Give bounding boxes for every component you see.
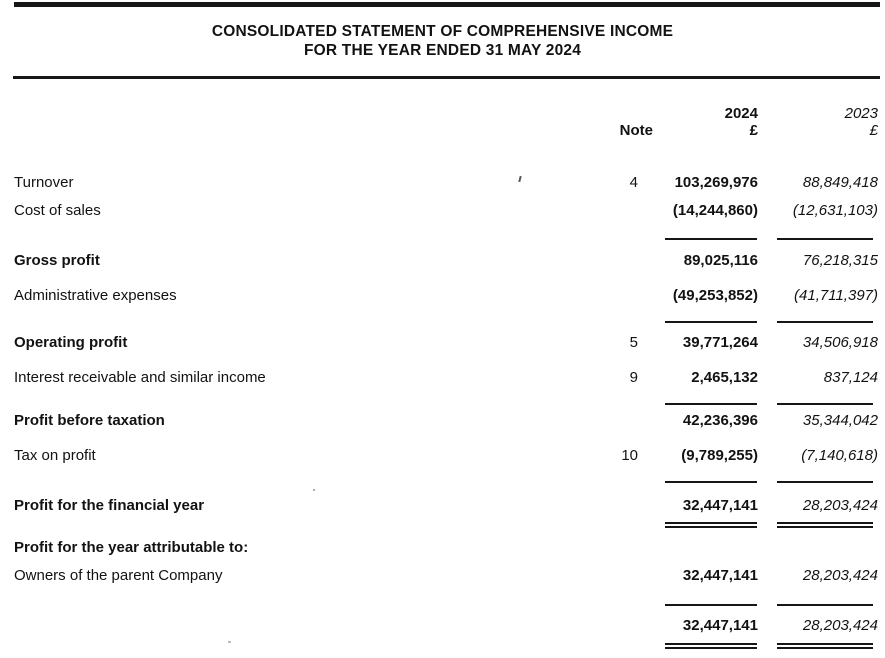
currency-header-row <box>0 122 885 140</box>
value-2024: (9,789,255) <box>681 447 758 464</box>
value-2023: 837,124 <box>823 369 878 386</box>
value-2024: 32,447,141 <box>682 497 758 514</box>
note-column-header: Note <box>619 122 653 139</box>
value-2024: 42,236,396 <box>682 412 758 429</box>
row-total-attributable <box>0 617 885 635</box>
row-owners-of-parent <box>0 567 885 585</box>
year-2024-header: 2024 <box>724 105 758 122</box>
row-label: Profit for the year attributable to: <box>14 539 249 556</box>
row-label: Cost of sales <box>14 202 101 219</box>
column-underline-2024 <box>665 321 757 323</box>
title-line-2: FOR THE YEAR ENDED 31 MAY 2024 <box>303 42 582 59</box>
double-underline-2023 <box>777 526 873 528</box>
value-2024: 103,269,976 <box>674 174 758 191</box>
value-2023: 28,203,424 <box>802 617 878 634</box>
row-cost-of-sales <box>0 202 885 220</box>
row-note: 4 <box>629 174 638 191</box>
row-label: Gross profit <box>14 252 100 269</box>
row-label: Tax on profit <box>14 447 96 464</box>
row-note: 9 <box>629 369 638 386</box>
scan-artifact <box>313 489 315 491</box>
value-2023: 88,849,418 <box>802 174 878 191</box>
column-underline-2024 <box>665 604 757 606</box>
double-underline-2023 <box>777 647 873 649</box>
double-underline-2023 <box>777 522 873 524</box>
column-underline-2024 <box>665 403 757 405</box>
value-2024: 2,465,132 <box>691 369 758 386</box>
double-underline-2024 <box>665 526 757 528</box>
year-header-row <box>0 105 885 123</box>
value-2023: 28,203,424 <box>802 497 878 514</box>
row-label: Turnover <box>14 174 74 191</box>
column-underline-2023 <box>777 321 873 323</box>
currency-2023-header: £ <box>869 122 878 139</box>
row-interest-receivable <box>0 369 885 387</box>
value-2023: (7,140,618) <box>801 447 878 464</box>
row-operating-profit <box>0 334 885 352</box>
value-2023: 34,506,918 <box>802 334 878 351</box>
column-underline-2024 <box>665 238 757 240</box>
scan-artifact <box>228 641 231 643</box>
currency-2024-header: £ <box>749 122 758 139</box>
value-2024: (14,244,860) <box>672 202 758 219</box>
column-underline-2023 <box>777 604 873 606</box>
double-underline-2024 <box>665 643 757 645</box>
column-underline-2023 <box>777 403 873 405</box>
column-underline-2024 <box>665 481 757 483</box>
row-profit-for-year <box>0 497 885 515</box>
row-turnover <box>0 174 885 192</box>
row-label: Interest receivable and similar income <box>14 369 266 386</box>
statement-title <box>0 22 885 60</box>
row-note: 10 <box>621 447 638 464</box>
column-underline-2023 <box>777 481 873 483</box>
row-label: Operating profit <box>14 334 128 351</box>
value-2024: 32,447,141 <box>682 617 758 634</box>
double-underline-2024 <box>665 647 757 649</box>
value-2023: (41,711,397) <box>794 287 878 304</box>
value-2024: (49,253,852) <box>672 287 758 304</box>
row-label: Profit before taxation <box>14 412 165 429</box>
row-label: Profit for the financial year <box>14 497 205 514</box>
row-administrative-expenses <box>0 287 885 305</box>
value-2023: (12,631,103) <box>792 202 878 219</box>
row-tax-on-profit <box>0 447 885 465</box>
title-line-1: CONSOLIDATED STATEMENT OF COMPREHENSIVE INCOME <box>211 23 674 40</box>
top-border-rule <box>14 2 880 7</box>
row-gross-profit <box>0 252 885 270</box>
double-underline-2024 <box>665 522 757 524</box>
value-2024: 89,025,116 <box>683 252 758 269</box>
row-note: 5 <box>629 334 638 351</box>
value-2024: 32,447,141 <box>682 567 758 584</box>
value-2023: 35,344,042 <box>802 412 878 429</box>
value-2023: 76,218,315 <box>802 252 878 269</box>
row-label: Administrative expenses <box>14 287 177 304</box>
value-2024: 39,771,264 <box>682 334 758 351</box>
value-2023: 28,203,424 <box>802 567 878 584</box>
year-2023-header: 2023 <box>844 105 878 122</box>
column-underline-2023 <box>777 238 873 240</box>
double-underline-2023 <box>777 643 873 645</box>
row-profit-before-taxation <box>0 412 885 430</box>
row-label: Owners of the parent Company <box>14 567 223 584</box>
header-divider-rule <box>13 76 880 79</box>
row-attributable-heading <box>0 539 885 557</box>
